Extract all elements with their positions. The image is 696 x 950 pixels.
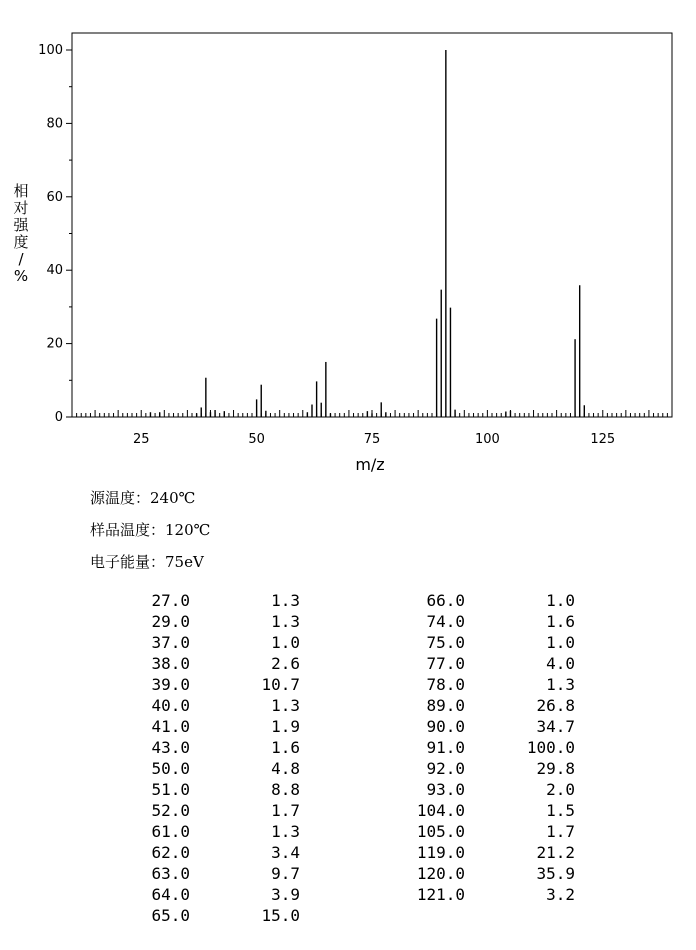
mz-value: 120.0 bbox=[416, 864, 465, 883]
table-row bbox=[0, 864, 696, 885]
table-row bbox=[0, 822, 696, 843]
y-axis-label-char: 强 bbox=[13, 216, 29, 234]
intensity-value: 3.2 bbox=[546, 885, 575, 904]
table-row bbox=[0, 654, 696, 675]
intensity-value: 1.7 bbox=[546, 822, 575, 841]
intensity-value: 2.0 bbox=[546, 780, 575, 799]
intensity-value: 1.3 bbox=[271, 591, 300, 610]
table-row bbox=[0, 633, 696, 654]
x-tick-label: 100 bbox=[474, 432, 500, 447]
intensity-value: 1.0 bbox=[271, 633, 300, 652]
x-tick-label: 25 bbox=[132, 432, 150, 447]
intensity-value: 1.6 bbox=[546, 612, 575, 631]
mz-value: 65.0 bbox=[151, 906, 190, 925]
mz-value: 91.0 bbox=[426, 738, 465, 757]
intensity-value: 15.0 bbox=[261, 906, 300, 925]
intensity-value: 1.5 bbox=[546, 801, 575, 820]
mz-value: 63.0 bbox=[151, 864, 190, 883]
table-row bbox=[0, 906, 696, 927]
mz-value: 75.0 bbox=[426, 633, 465, 652]
y-axis-ticks bbox=[38, 43, 72, 425]
mz-value: 39.0 bbox=[151, 675, 190, 694]
intensity-value: 1.6 bbox=[271, 738, 300, 757]
y-axis-label bbox=[10, 183, 32, 285]
mz-value: 51.0 bbox=[151, 780, 190, 799]
mz-value: 37.0 bbox=[151, 633, 190, 652]
intensity-value: 2.6 bbox=[271, 654, 300, 673]
y-axis-label-char: / bbox=[18, 250, 24, 268]
mz-value: 66.0 bbox=[426, 591, 465, 610]
y-tick-label: 0 bbox=[54, 410, 63, 425]
intensity-value: 1.3 bbox=[271, 612, 300, 631]
mz-value: 27.0 bbox=[151, 591, 190, 610]
table-row bbox=[0, 801, 696, 822]
mz-value: 121.0 bbox=[416, 885, 465, 904]
mz-value: 89.0 bbox=[426, 696, 465, 715]
intensity-value: 4.8 bbox=[271, 759, 300, 778]
intensity-value: 3.4 bbox=[271, 843, 300, 862]
x-tick-label: 125 bbox=[590, 432, 616, 447]
mz-value: 64.0 bbox=[151, 885, 190, 904]
mz-value: 40.0 bbox=[151, 696, 190, 715]
intensity-value: 34.7 bbox=[536, 717, 575, 736]
electron-energy: 电子能量：75eV bbox=[90, 553, 204, 571]
y-axis-label-char: 对 bbox=[13, 199, 29, 217]
table-row bbox=[0, 843, 696, 864]
mz-value: 52.0 bbox=[151, 801, 190, 820]
intensity-value: 100.0 bbox=[526, 738, 575, 757]
mz-value: 92.0 bbox=[426, 759, 465, 778]
sample-temperature: 样品温度：120℃ bbox=[90, 521, 211, 539]
table-row bbox=[0, 885, 696, 906]
intensity-value: 1.3 bbox=[271, 822, 300, 841]
table-row bbox=[0, 675, 696, 696]
y-tick-label: 100 bbox=[38, 43, 63, 58]
intensity-value: 1.0 bbox=[546, 633, 575, 652]
table-row bbox=[0, 717, 696, 738]
table-row bbox=[0, 780, 696, 801]
mz-value: 38.0 bbox=[151, 654, 190, 673]
mz-value: 77.0 bbox=[426, 654, 465, 673]
intensity-value: 9.7 bbox=[271, 864, 300, 883]
intensity-value: 1.9 bbox=[271, 717, 300, 736]
y-tick-label: 80 bbox=[46, 116, 63, 132]
mz-value: 62.0 bbox=[151, 843, 190, 862]
x-axis-label: m/z bbox=[355, 455, 385, 474]
intensity-value: 29.8 bbox=[536, 759, 575, 778]
mz-value: 90.0 bbox=[426, 717, 465, 736]
table-row bbox=[0, 738, 696, 759]
intensity-value: 4.0 bbox=[546, 654, 575, 673]
mz-value: 74.0 bbox=[426, 612, 465, 631]
table-row bbox=[0, 696, 696, 717]
spectrum-peaks bbox=[150, 50, 584, 417]
mz-value: 41.0 bbox=[151, 717, 190, 736]
table-row bbox=[0, 612, 696, 633]
mz-value: 43.0 bbox=[151, 738, 190, 757]
intensity-value: 8.8 bbox=[271, 780, 300, 799]
table-row bbox=[0, 759, 696, 780]
mz-value: 29.0 bbox=[151, 612, 190, 631]
mz-value: 78.0 bbox=[426, 675, 465, 694]
mz-value: 61.0 bbox=[151, 822, 190, 841]
intensity-value: 1.7 bbox=[271, 801, 300, 820]
intensity-value: 35.9 bbox=[536, 864, 575, 883]
table-row bbox=[0, 591, 696, 612]
intensity-value: 1.0 bbox=[546, 591, 575, 610]
intensity-value: 26.8 bbox=[536, 696, 575, 715]
y-axis-label-char: 度 bbox=[13, 233, 29, 251]
y-tick-label: 40 bbox=[46, 263, 63, 279]
intensity-value: 21.2 bbox=[536, 843, 575, 862]
y-tick-label: 20 bbox=[46, 336, 63, 352]
source-temperature: 源温度：240℃ bbox=[90, 489, 196, 507]
y-axis-label-char: 相 bbox=[13, 182, 29, 200]
intensity-value: 10.7 bbox=[261, 675, 300, 694]
intensity-value: 1.3 bbox=[546, 675, 575, 694]
mz-value: 105.0 bbox=[416, 822, 465, 841]
intensity-value: 3.9 bbox=[271, 885, 300, 904]
mz-value: 50.0 bbox=[151, 759, 190, 778]
mz-value: 93.0 bbox=[426, 780, 465, 799]
x-tick-label: 75 bbox=[363, 432, 381, 447]
x-tick-label: 50 bbox=[248, 432, 265, 447]
intensity-value: 1.3 bbox=[271, 696, 300, 715]
plot-frame bbox=[72, 33, 672, 417]
mz-value: 104.0 bbox=[416, 801, 465, 820]
y-tick-label: 60 bbox=[46, 189, 63, 205]
mz-value: 119.0 bbox=[416, 843, 465, 862]
y-axis-label-char: % bbox=[13, 267, 29, 285]
